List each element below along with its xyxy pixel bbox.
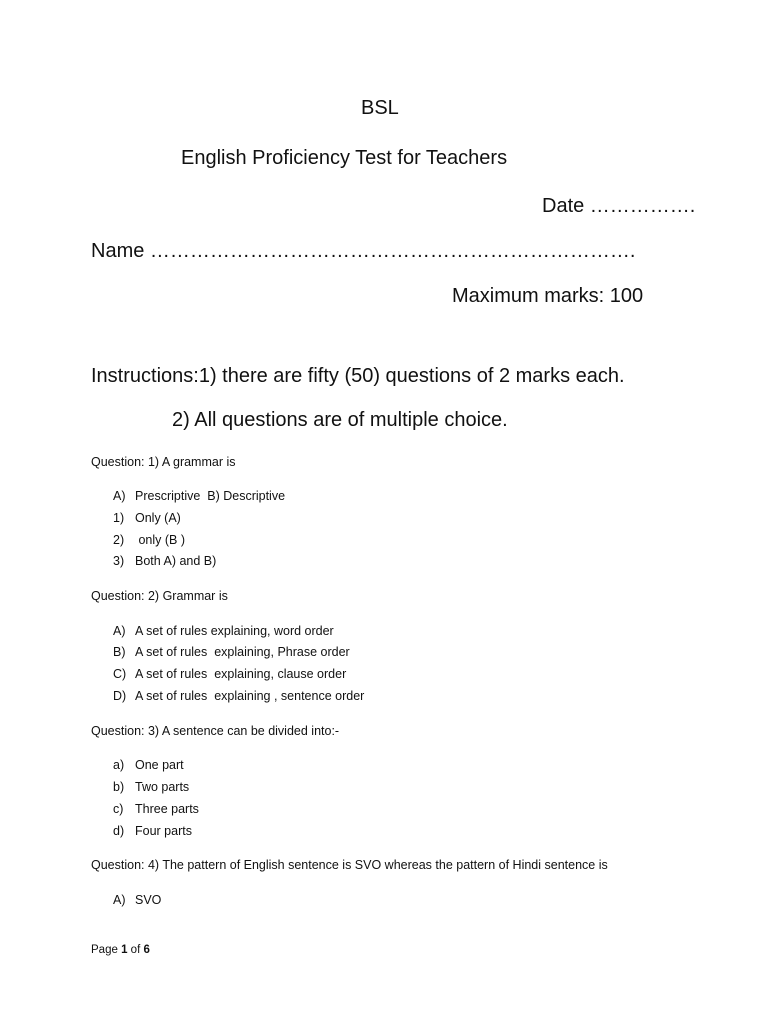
option-marker: 1) [113,511,125,525]
option-marker: C) [113,667,127,681]
option-text: only (B ) [135,533,186,547]
page-footer [91,944,150,956]
date-field: Date ……………. [542,195,696,217]
question-2: Question: 2) Grammar is [91,589,228,603]
option-marker: A) [113,624,126,638]
option-marker: 3) [113,554,125,568]
option-text: A set of rules explaining, Phrase order [135,645,350,659]
option-marker: d) [113,824,125,838]
option-text: Two parts [135,780,190,794]
option-text: A set of rules explaining, word order [135,624,334,638]
option-text: SVO [135,893,162,907]
option-text: Three parts [135,802,199,816]
question-3: Question: 3) A sentence can be divided into:- [91,724,340,738]
page-word: Page [91,944,118,956]
option-marker: a) [113,758,125,772]
page-number: 1 [121,944,128,956]
option-marker: A) [113,893,126,907]
option-text: A set of rules explaining, clause order [135,667,347,681]
option-marker: b) [113,780,125,794]
option-marker: B) [113,645,126,659]
option-text: Prescriptive B) Descriptive [135,489,286,503]
max-marks: Maximum marks: 100 [452,285,644,307]
page-total: 6 [143,944,150,956]
option-marker: A) [113,489,126,503]
option-text: One part [135,758,184,772]
name-field: Name ………………………………………………………………. [91,240,636,262]
instruction-line-1: Instructions:1) there are fifty (50) questions of 2 marks each. [91,365,625,387]
option-marker: c) [113,802,124,816]
option-marker: 2) [113,533,125,547]
of-word: of [130,944,141,956]
instruction-line-2: 2) All questions are of multiple choice. [172,409,508,431]
option-marker: D) [113,689,127,703]
option-text: Four parts [135,824,192,838]
question-1: Question: 1) A grammar is [91,455,236,469]
option-text: Both A) and B) [135,554,217,568]
question-4: Question: 4) The pattern of English sentence is SVO whereas the pattern of Hindi sentence is [91,858,608,872]
page-title: English Proficiency Test for Teachers [181,147,508,169]
org-name: BSL [361,97,399,119]
option-text: Only (A) [135,511,181,525]
option-text: A set of rules explaining , sentence order [135,689,365,703]
